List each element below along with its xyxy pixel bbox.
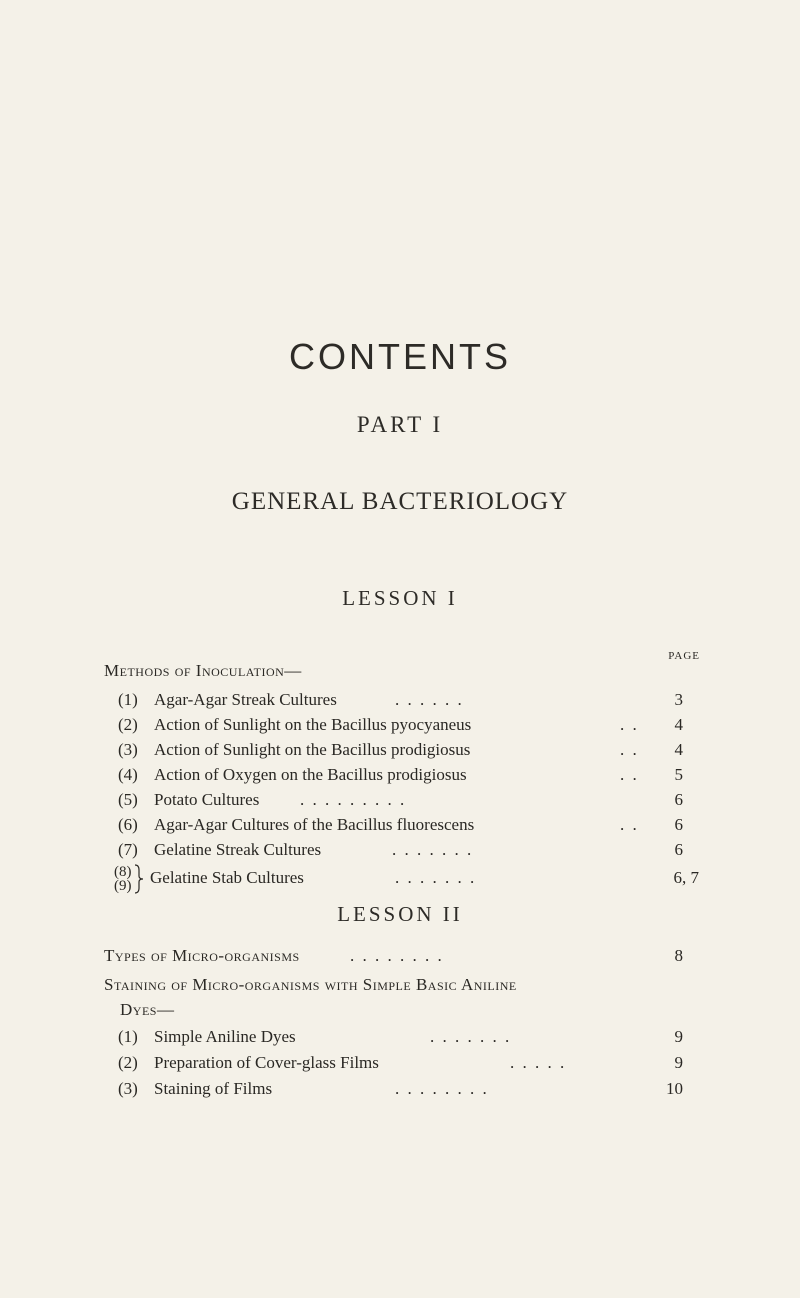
section-heading-text: Methods of Inoculation— — [104, 661, 302, 680]
leader-dots: . . — [620, 715, 639, 734]
entry-page: 10 — [666, 1079, 683, 1098]
leader-dots: . . . . . — [510, 1053, 567, 1072]
entry-page: 6 — [674, 840, 683, 859]
entry-page: 6, 7 — [673, 868, 699, 887]
entry-page: 9 — [674, 1027, 683, 1046]
leader-dots: . . . . . . . . . — [300, 790, 407, 809]
leader-dots: . . . . . . . — [430, 1027, 512, 1046]
leader-dots: . . . . . . . — [392, 840, 474, 859]
entry-page: 4 — [674, 715, 683, 734]
section-heading-text: Types of Micro-organisms — [104, 946, 300, 965]
entry-number: (2) — [118, 715, 138, 734]
braced-entry-numbers — [114, 865, 132, 893]
leader-dots: . . — [620, 740, 639, 759]
section-heading-text: Dyes— — [120, 1000, 175, 1019]
leader-dots: . . . . . . . — [395, 868, 477, 887]
entry-title: Preparation of Cover-glass Films — [154, 1053, 379, 1072]
entry-page: 6 — [674, 790, 683, 809]
entry-number: (6) — [118, 815, 138, 834]
brace-icon — [134, 864, 144, 894]
entry-number: (8) — [114, 864, 132, 880]
entry-number: (7) — [118, 840, 138, 859]
entry-title: Simple Aniline Dyes — [154, 1027, 296, 1046]
entry-page: 6 — [674, 815, 683, 834]
entry-title: Action of Oxygen on the Bacillus prodigiosus — [154, 765, 467, 784]
entry-page: 4 — [674, 740, 683, 759]
leader-dots: . . . . . . — [395, 690, 464, 709]
part-title: PART I — [356, 412, 444, 437]
lesson-2-heading: LESSON II — [337, 902, 463, 926]
entry-number: (1) — [118, 1027, 138, 1046]
entry-title: Gelatine Streak Cultures — [154, 840, 322, 859]
entry-title: Staining of Films — [154, 1079, 273, 1098]
entry-page: 8 — [674, 946, 683, 965]
section-heading-text: Staining of Micro-organisms with Simple Basic Aniline — [104, 975, 517, 994]
contents-title: CONTENTS — [289, 336, 511, 377]
leader-dots: . . . . . . . . — [350, 946, 444, 965]
entry-number: (3) — [118, 740, 138, 759]
entry-number: (9) — [114, 878, 132, 894]
entry-number: (4) — [118, 765, 138, 784]
entry-title: Agar-Agar Cultures of the Bacillus fluorescens — [154, 815, 475, 834]
entry-page: 3 — [674, 690, 683, 709]
entry-title: Gelatine Stab Cultures — [150, 868, 304, 887]
leader-dots: . . . . . . . . — [395, 1079, 489, 1098]
entry-number: (1) — [118, 690, 138, 709]
entry-page: 9 — [674, 1053, 683, 1072]
entry-title: Action of Sunlight on the Bacillus pyocyaneus — [154, 715, 472, 734]
entry-number: (5) — [118, 790, 138, 809]
entry-number: (3) — [118, 1079, 138, 1098]
entry-number: (2) — [118, 1053, 138, 1072]
lesson-1-heading: LESSON I — [342, 586, 458, 610]
part-subtitle: GENERAL BACTERIOLOGY — [231, 488, 569, 515]
entry-page: 5 — [674, 765, 683, 784]
leader-dots: . . — [620, 765, 639, 784]
leader-dots: . . — [620, 815, 639, 834]
entry-title: Action of Sunlight on the Bacillus prodigiosus — [154, 740, 471, 759]
page-column-label: PAGE — [668, 650, 700, 662]
entry-title: Agar-Agar Streak Cultures — [154, 690, 337, 709]
entry-title: Potato Cultures — [154, 790, 260, 809]
